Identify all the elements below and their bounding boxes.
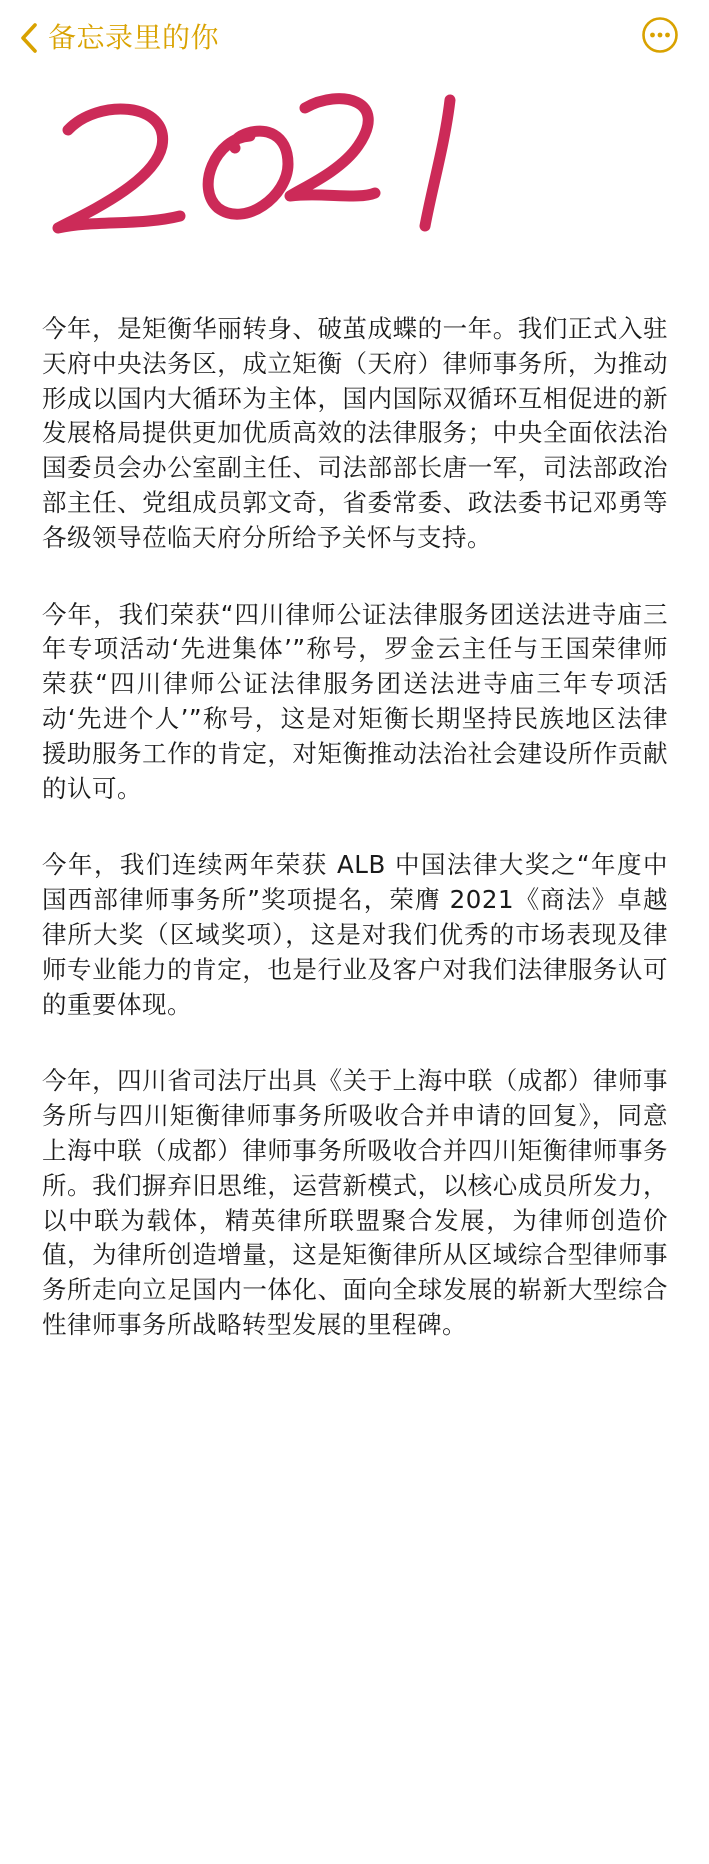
navigation-bar [0,0,709,78]
handwritten-2021-drawing [40,88,560,258]
paragraph-3: 今年，我们连续两年荣获 ALB 中国法律大奖之“年度中国西部律师事务所”奖项提名，荣膺 2021《商法》卓越律所大奖（区域奖项），这是对我们优秀的市场表现及律师专业能力的肯定，也是行业及客户对我们法律服务认可的重要体现。 [42,850,668,1019]
back-label: 备忘录里的你 [48,21,220,54]
ellipsis-circle-icon[interactable] [641,16,679,54]
note-body [42,312,668,1385]
paragraph-4: 今年，四川省司法厅出具《关于上海中联（成都）律师事务所与四川矩衡律师事务所吸收合并申请的回复》，同意上海中联（成都）律师事务所吸收合并四川矩衡律师事务所。我们摒弃旧思维，运营新模式，以核心成员所发力，以中联为载体，精英律所联盟聚合发展，为律师创造价值，为律所创造增量，这是矩衡律所从区域综合型律师事务所走向立足国内一体化、面向全球发展的崭新大型综合性律师事务所战略转型发展的里程碑。 [42,1066,668,1339]
chevron-left-icon [18,22,40,54]
paragraph-2: 今年，我们荣获“四川律师公证法律服务团送法进寺庙三年专项活动‘先进集体’”称号，罗金云主任与王国荣律师荣获“四川律师公证法律服务团送法进寺庙三年专项活动‘先进个人’”称号，这是对矩衡长期坚持民族地区法律援助服务工作的肯定，对矩衡推动法治社会建设所作贡献的认可。 [42,599,668,803]
paragraph-1: 今年，是矩衡华丽转身、破茧成蝶的一年。我们正式入驻天府中央法务区，成立矩衡（天府）律师事务所，为推动形成以国内大循环为主体，国内国际双循环互相促进的新发展格局提供更加优质高效的法律服务；中央全面依法治国委员会办公室副主任、司法部部长唐一军，司法部政治部主任、党组成员郭文奇，省委常委、政法委书记邓勇等各级领导莅临天府分所给予关怀与支持。 [42,314,668,552]
back-button[interactable] [18,16,219,60]
